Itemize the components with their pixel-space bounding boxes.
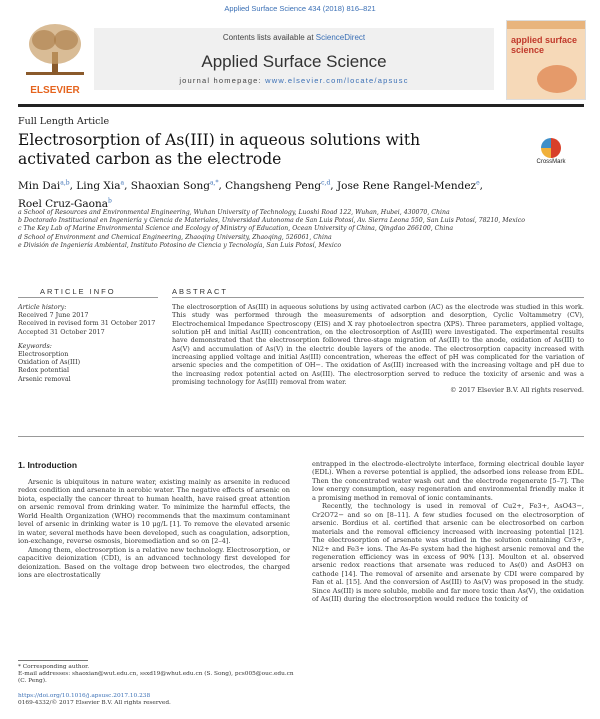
journal-banner [94, 28, 494, 90]
homepage-prefix: journal homepage: [179, 76, 266, 85]
author-list: Min Dai$^{a,b}$, Ling Xia$^a$, Shaoxian Song$^{a,*}$, Changsheng Peng$^{c,d}$, Jose Rene Rangel-Mendez$^e$, Roel Cruz-Gaona$^b$ [18, 179, 483, 210]
keywords-label: Keywords: [18, 341, 52, 350]
keyword: Arsenic removal [18, 374, 71, 383]
article-type: Full Length Article [18, 116, 110, 127]
author[interactable]: Shaoxian Song$^{a,*}$ [130, 179, 219, 192]
accepted-date: Accepted 31 October 2017 [18, 327, 105, 336]
homepage-link[interactable]: www.elsevier.com/locate/apsusc [265, 76, 409, 85]
abstract-text: The electrosorption of As(III) in aqueous solutions by using activated carbon (AC) as the electrode was studied in this work. This study was performed through the measurements of adsorption and desorption, Cyclic Voltammetry (CV), Electrochemical Impedance Spectroscopy (EIS) and X ray photoelectron spectra (XPS). Three parameters, applied voltage, solution pH and initial As(III) concentration, on the electrosorption of As(III) were investigated. The experimental results have demonstrated that the electrosorption followed three-stage migration of As(III) to the anode, oxidation of As(III) to As(V) and accumulation of As(V) in the electric double layers of the anode. The electrosorption capacity increased with increasing applied voltage and initial As(III) concentration, whereas the effect of pH was complicated for the variation of arsenic species and the competition of OH−. The oxidation of As(III) increased with the increasing voltage and pH due to the increasing redox potential acted on As(III). The electrosorption served to reduce the toxicity of arsenic and was a promising technology for As(III) removal from water. [172, 303, 584, 387]
email-addresses[interactable]: E-mail addresses: shaoxian@wut.edu.cn, ssxd19@whut.edu.cn (S. Song), pcs005@ouc.edu.cn (C. Peng). [18, 671, 294, 685]
affiliations [18, 209, 584, 250]
revised-date: Received in revised form 31 October 2017 [18, 319, 156, 328]
journal-cover-thumbnail[interactable] [506, 20, 586, 100]
footnote-rule [18, 660, 88, 661]
divider [18, 436, 584, 437]
crossmark-label: CrossMark [536, 159, 566, 165]
divider [172, 297, 584, 298]
contents-line [94, 33, 494, 42]
copyright: © 2017 Elsevier B.V. All rights reserved. [450, 386, 584, 395]
header-rule [18, 104, 584, 107]
section-heading: 1. Introduction [18, 460, 78, 470]
author[interactable]: Changsheng Peng$^{c,d}$ [225, 179, 331, 192]
doi-link[interactable]: https://doi.org/10.1016/j.apsusc.2017.10.238 [18, 693, 151, 699]
history-label: Article history: [18, 303, 67, 311]
issn-line: 0169-4332/© 2017 Elsevier B.V. All rights reserved. [18, 700, 171, 707]
article-title: Electrosorption of As(III) in aqueous solutions with activated carbon as the electrode [18, 131, 421, 168]
contents-prefix: Contents lists available at [222, 33, 316, 42]
received-date: Received 7 June 2017 [18, 311, 89, 320]
journal-title: Applied Surface Science [201, 52, 387, 71]
footnotes [18, 664, 298, 686]
tree-icon [24, 22, 86, 78]
article-info-heading: ARTICLE INFO [40, 287, 116, 296]
crossmark-icon [541, 138, 561, 158]
cover-image [537, 65, 577, 93]
body-column-right [312, 460, 584, 604]
article-info [18, 303, 158, 383]
cover-title: applied surface science [511, 35, 578, 55]
keyword: Oxidation of As(III) [18, 358, 81, 367]
journal-header [18, 20, 584, 100]
journal-reference[interactable]: Applied Surface Science 434 (2018) 816–821 [224, 4, 376, 13]
affiliation: d School of Environment and Chemical Engineering, Zhaoqing University, Zhaoqing, 526061, China [18, 233, 332, 241]
corresponding-note: * Corresponding author. [18, 664, 90, 670]
paragraph: Among them, electrosorption is a relative new technology. Electrosorption, or capacitive deionization (CDI), is an advanced technology first developed for deionization. Based on the voltage drop between two electrodes, the charged ions are electrostatically [18, 545, 290, 579]
affiliation: c The Key Lab of Marine Environmental Science and Ecology of Ministry of Education, Ocean University of China, Qingdao 266100, China [18, 225, 454, 233]
divider [18, 297, 158, 298]
affiliation: b Doctorado Institucional en Ingeniería y Ciencia de Materiales, Universidad Autonoma de San Luis Potosí, Av. Sierra Leona 550, San Luis Potosí, 78210, Mexico [18, 217, 525, 225]
paragraph: Arsenic is ubiquitous in nature water, existing mainly as arsenite in reduced redox condition and arsenate in aerobic water. The negative effects of arsenic on biota, especially the cancer threat to human health, have raised great attention on arsenic removal from drinking water. To minimize the harmful effects, the World Health Organization (WHO) recommends that the maximum contaminant level of arsenic in drinking water is 10 μg/L [1]. To remove the elevated arsenic in water, several methods have been developed, such as coagulation, adsorption, ion-exchange, reverse osmosis, bioremediation and so on [2–4]. [18, 478, 290, 546]
publisher-name: ELSEVIER [30, 85, 80, 96]
cover-bar [507, 21, 585, 29]
doi-block [18, 693, 298, 707]
affiliation: e División de Ingeniería Ambiental, Instituto Potosino de Ciencia y Tecnología, San Luis Potosí, Mexico [18, 241, 342, 249]
affiliation: a School of Resources and Environmental Engineering, Wuhan University of Technology, Luoshi Road 122, Wuhan, Hubei, 430070, China [18, 209, 450, 216]
author[interactable]: Min Dai$^{a,b}$ [18, 179, 70, 192]
homepage-line [94, 76, 494, 85]
keyword: Electrosorption [18, 350, 69, 359]
crossmark-badge[interactable] [526, 138, 576, 165]
paragraph: Recently, the technology is used in removal of Cu2+, Fe3+, AsO43−, Cr2O72− and so on [8–11]. A few studies focused on the electrosorption of arsenic. Bordius et al. certified that arsenic can be electrosorbed on carbon materials and the removal efficiency increased with increasing potential [12]. The electrosorption of arsenate was studied in the solution containing Cr3+, Ni2+ and Fe3+ ions. The As-Fe system had the highest arsenic removal and the regeneration efficiency was in excess of 90% [13]. Moulton et al. observed arsenic redox reactions that arsenate was reduced to As(0) and AsOH3 on cathode [14]. The removal of arsenite and arsenate by CDI were compared by Fan et al. [15]. And the conversion of As(III) to As(V) was proposed in the study. Since As(III) is more soluble, mobile and far more toxic than As(V), the oxidation of As(III) during the electrosorption would reduce the toxicity of [312, 502, 584, 604]
keyword: Redox potential [18, 366, 70, 375]
paragraph: entrapped in the electrode-electrolyte interface, forming electrical double layer (EDL). When a reverse potential is applied, the adsorbed ions release from EDL. Then the concentrated water wash out and the electrode regenerate [5–7]. The low energy consumption, easy regeneration and environmental friendly make it a promising method in removal of ionic contaminants. [312, 460, 584, 502]
author[interactable]: Jose Rene Rangel-Mendez$^e$ [336, 179, 480, 192]
abstract [172, 303, 584, 395]
body-column-left [18, 478, 290, 579]
author[interactable]: Ling Xia$^a$ [76, 179, 125, 192]
author[interactable]: Roel Cruz-Gaona$^b$ [18, 197, 112, 210]
abstract-heading: ABSTRACT [172, 287, 229, 296]
sciencedirect-link[interactable]: ScienceDirect [315, 33, 366, 42]
elsevier-logo[interactable] [18, 20, 92, 96]
